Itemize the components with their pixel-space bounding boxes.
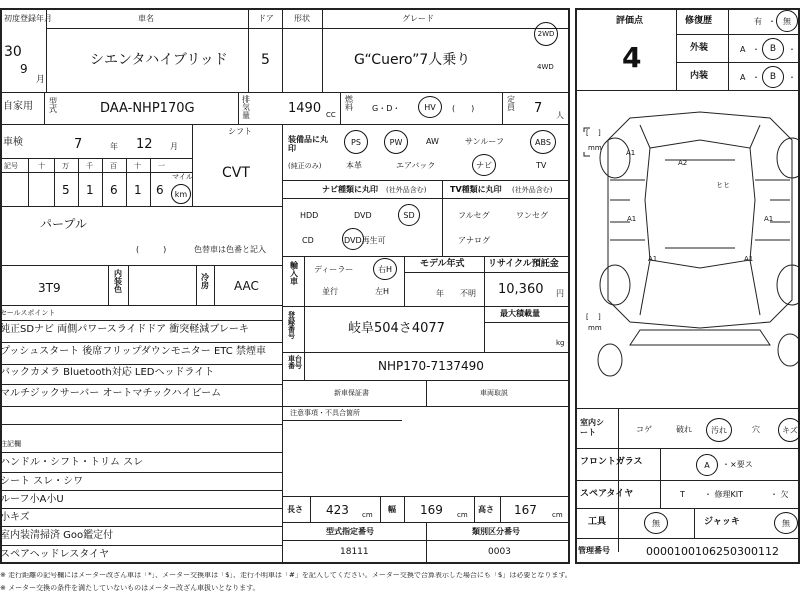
seat-tear: 破れ [676, 425, 692, 434]
car-name-label: 車名 [138, 14, 154, 23]
glass-a: A [704, 460, 710, 470]
equip-aw: AW [426, 137, 439, 146]
plate-label: 登録番号 [288, 311, 295, 340]
diagram-bracket-bl: [ [586, 313, 589, 321]
fuel-label: 燃料 [345, 95, 353, 112]
km-unit: km [174, 189, 188, 199]
repair-no: 無 [783, 16, 791, 26]
tools-none-circle [644, 512, 668, 534]
equip-navi [472, 154, 496, 176]
notes-issues-label: 注意事項・不具合箇所 [290, 409, 360, 417]
width: 169 [420, 503, 443, 517]
manual: 車両取説 [480, 389, 508, 397]
note-line: ハンドル・シフト・トリム スレ [0, 457, 144, 468]
max-load-label: 最大積載量 [500, 309, 540, 318]
capacity-unit: 人 [556, 111, 564, 120]
navi-hdd: HDD [300, 211, 319, 220]
unit-10000: 万 [62, 162, 69, 170]
glass-label: フロントガラス [580, 457, 643, 467]
interior-color-label: 内装色 [114, 269, 122, 294]
mileage-symbol-label: 記号 [4, 162, 18, 170]
width-label: 幅 [388, 505, 396, 514]
spare-label: スペアタイヤ [580, 489, 634, 499]
note-line: 室内装清掃済 Goo鑑定付 [0, 530, 114, 541]
color-note-paren: ( ) [136, 245, 167, 254]
diagram-mark-a1: A1 [648, 255, 658, 263]
exterior-b-circle [762, 38, 784, 60]
chassis-number: NHP170-7137490 [378, 359, 484, 373]
diagram-mark-u: ヒヒ [716, 181, 730, 189]
recycle-amount: 10,360 [498, 282, 544, 297]
cc-unit: CC [326, 111, 336, 119]
drive-2wd-circle [534, 22, 558, 46]
footer-note-2: ※ メーター交換の条件を満たしていないものはメーター改ざん車扱いとなります。 [0, 584, 260, 592]
tools-label: 工具 [588, 517, 607, 527]
equip-navi-label: ナビ [476, 160, 492, 170]
seat-hole: 穴 [752, 425, 760, 434]
car-name: シエンタハイブリッド [90, 52, 228, 68]
recycle-label: リサイクル預託金 [488, 259, 559, 269]
navi-dvd: DVD [354, 211, 372, 220]
shift: CVT [222, 165, 250, 181]
equipment-label: 装備品に丸印 [288, 135, 328, 153]
jack-none-circle [774, 512, 798, 534]
interior-label: 内装 [690, 71, 709, 81]
capacity-label: 定員 [507, 95, 515, 112]
door-label: ドア [258, 14, 274, 23]
mileage-digit: 6 [110, 183, 118, 197]
note-line: 小キズ [0, 512, 30, 523]
navi-sd-label: SD [403, 210, 415, 220]
equip-airbag: エアバック [396, 161, 436, 170]
navi-dvd-play: DVD再生可 [344, 236, 386, 245]
chassis-label: 車台番号 [288, 355, 302, 370]
equipment-sub: (純正のみ) [288, 162, 322, 170]
tv-analog: アナログ [458, 236, 490, 245]
spare-t: T [680, 490, 685, 499]
width-unit: cm [457, 511, 468, 519]
interior-a: A [740, 73, 746, 82]
repair-no-circle [776, 10, 798, 32]
tv-type-label: TV種類に丸印 [450, 185, 502, 194]
exterior-sep: ・ [752, 45, 760, 54]
grade-label: グレード [402, 14, 434, 23]
score: 4 [622, 41, 642, 74]
fuel-types: G・D・ [372, 104, 401, 113]
repair-sep: ・ [768, 17, 776, 26]
fuel-other: ( ) [452, 104, 475, 113]
mgmt-number: 0000100106250300112 [646, 546, 779, 557]
color-note: 色替車は色番と記入 [194, 245, 266, 254]
seat-label: 室内シート [580, 418, 604, 438]
jack-label: ジャッキ [704, 517, 740, 527]
unit-1000: 千 [86, 162, 93, 170]
drive-2wd: 2WD [537, 30, 555, 38]
glass-x: ・×要ス [722, 460, 753, 469]
equip-abs-label: ABS [535, 137, 551, 147]
use-type: 自家用 [3, 101, 33, 112]
unit-10b: 十 [134, 162, 141, 170]
diagram-bracket-tl: [ [586, 129, 589, 137]
tv-fullseg: フルセグ [458, 211, 490, 220]
spec-number: 18111 [340, 547, 369, 557]
tools-none: 無 [652, 518, 660, 528]
unit-10: 十 [38, 162, 45, 170]
footer-note-1: ※ 走行距離の記号欄にはメーター改ざん車は「*」、メーター交換車は「$」、走行不明車は「#」を記入してください。メーター交換で合算表示した場合にも「$」は必要となります。 [0, 572, 572, 579]
km-circle [171, 184, 191, 204]
mileage-digit: 6 [156, 183, 164, 197]
import-left: 左H [375, 287, 390, 296]
exterior-label: 外装 [690, 43, 709, 53]
inspection-label: 車検 [3, 137, 23, 148]
sales-point-line: バックカメラ Bluetooth対応 LEDヘッドライト [0, 367, 215, 378]
sales-point-line: 純正SDナビ 両側パワースライドドア 衝突軽減ブレーキ [0, 324, 249, 335]
reg-label: 初度登録年月 [4, 14, 52, 23]
seat-scratch-circle [778, 418, 800, 442]
diagram-mark-a1: A1 [764, 215, 774, 223]
model-year-unknown: 不明 [460, 289, 476, 298]
navi-sd [398, 204, 420, 226]
import-label: 輸入車 [290, 261, 298, 286]
height-unit: cm [552, 511, 563, 519]
height-label: 高さ [478, 505, 494, 514]
equip-tv: TV [536, 161, 547, 170]
exterior-b: B [769, 44, 777, 54]
equip-leather: 本革 [346, 161, 362, 170]
unit-1: 一 [158, 162, 165, 170]
glass-a-circle [696, 454, 718, 476]
mileage-digit: 1 [134, 183, 142, 197]
navi-cd: CD [302, 236, 314, 245]
note-line: シート スレ・シワ [0, 476, 84, 487]
inspection-year: 7 [74, 137, 83, 152]
ac-type: AAC [234, 279, 259, 293]
diagram-bracket-br: ] [598, 313, 601, 321]
seat-dirt-circle [706, 418, 732, 442]
height: 167 [514, 503, 537, 517]
diagram-mark-a1: A1 [627, 215, 637, 223]
diagram-bracket-tr: ] [598, 129, 601, 137]
mileage-digit: 1 [86, 183, 94, 197]
spec-label: 型式指定番号 [326, 527, 374, 536]
equip-pw [384, 130, 408, 154]
note-line: ルーフ小A小U [0, 494, 64, 505]
seat-koge: コゲ [636, 425, 652, 434]
inspection-month: 12 [136, 137, 153, 152]
seat-dirt: 汚れ [711, 425, 727, 435]
diagram-mm-top: mm [588, 144, 602, 152]
sales-point-line: プッシュスタート 後席フリップダウンモニター ETC 禁煙車 [0, 346, 266, 357]
model-year-label: モデル年式 [420, 259, 465, 269]
plate-number: 岐阜504さ4077 [348, 321, 445, 336]
navi-type-label: ナビ種類に丸印 [322, 185, 378, 194]
seat-scratch: キズ [782, 425, 798, 435]
displacement-label: 排気量 [242, 95, 250, 120]
drive-4wd: 4WD [537, 63, 554, 71]
navi-type-sub: (社外品含む) [386, 186, 427, 194]
diagram-mm-bottom: mm [588, 324, 602, 332]
reg-month: 9 [20, 62, 28, 76]
interior-b-circle [762, 66, 784, 88]
max-load-unit: kg [556, 339, 565, 347]
exterior-a: A [740, 45, 746, 54]
spare-none: ・ 欠 [770, 490, 789, 499]
class-number: 0003 [488, 547, 511, 557]
reg-month-unit: 月 [36, 75, 46, 85]
unit-100: 百 [110, 162, 117, 170]
sales-points-label: セールスポイント [0, 309, 56, 317]
import-parallel: 並行 [322, 287, 338, 296]
capacity: 7 [534, 101, 543, 116]
interior-sep: ・ [752, 73, 760, 82]
ac-label: 冷房 [201, 273, 209, 290]
tv-oneseg: ワンセグ [516, 211, 548, 220]
fuel-hv: HV [424, 102, 436, 112]
model-code: DAA-NHP170G [100, 101, 195, 116]
inspection-year-unit: 年 [110, 142, 118, 151]
door-count: 5 [261, 52, 270, 68]
mileage-digit: 5 [62, 183, 70, 197]
diagram-mark-a2: A2 [678, 159, 688, 167]
class-label: 類別区分番号 [472, 527, 520, 536]
diagram-mark-a1: A1 [626, 149, 636, 157]
shift-label: シフト [228, 127, 252, 136]
note-line: スペアヘッドレスタイヤ [0, 549, 110, 560]
interior-b: B [769, 72, 777, 82]
length: 423 [326, 503, 349, 517]
fuel-hv-circle [418, 96, 442, 118]
equip-abs [530, 130, 556, 154]
grade: G“Cuero”7人乗り [354, 52, 471, 68]
color-name: パープル [40, 217, 87, 231]
equip-sunroof: サンルーフ [465, 137, 504, 146]
length-label: 長さ [287, 505, 303, 514]
exterior-sep2: ・ [788, 45, 796, 54]
notes-label: 注記欄 [0, 440, 21, 448]
equip-ps-label: PS [351, 137, 361, 147]
inspection-month-unit: 月 [170, 142, 178, 151]
import-right-circle [373, 258, 397, 280]
equip-ps [344, 130, 368, 154]
displacement: 1490 [288, 101, 322, 116]
mgmt-label: 管理番号 [578, 546, 610, 555]
warranty: 新車保証書 [334, 389, 369, 397]
sales-point-line: マルチジックサーバー オートマチックハイビーム [0, 388, 222, 399]
recycle-yen: 円 [556, 289, 564, 298]
reg-year: 30 [4, 44, 22, 60]
model-year-unit: 年 [436, 289, 444, 298]
score-label: 評価点 [616, 16, 644, 26]
length-unit: cm [362, 511, 373, 519]
import-dealer: ディーラー [314, 265, 354, 274]
model-label: 型式 [49, 97, 57, 114]
jack-none: 無 [782, 518, 790, 528]
interior-sep2: ・ [788, 73, 796, 82]
mile-unit: マイル [172, 173, 193, 181]
import-right: 右H [377, 264, 392, 274]
diagram-mark-a1: A1 [744, 255, 754, 263]
navi-dvd-play-circle [342, 228, 364, 250]
shape-label: 形状 [294, 14, 310, 23]
repair-yes: 有 [754, 17, 762, 26]
equip-pw-label: PW [389, 137, 403, 147]
tv-type-sub: (社外品含む) [512, 186, 553, 194]
spare-kit: ・ 修理KIT [704, 490, 744, 499]
repair-label: 修復歴 [685, 16, 713, 26]
color-code: 3T9 [38, 281, 61, 295]
